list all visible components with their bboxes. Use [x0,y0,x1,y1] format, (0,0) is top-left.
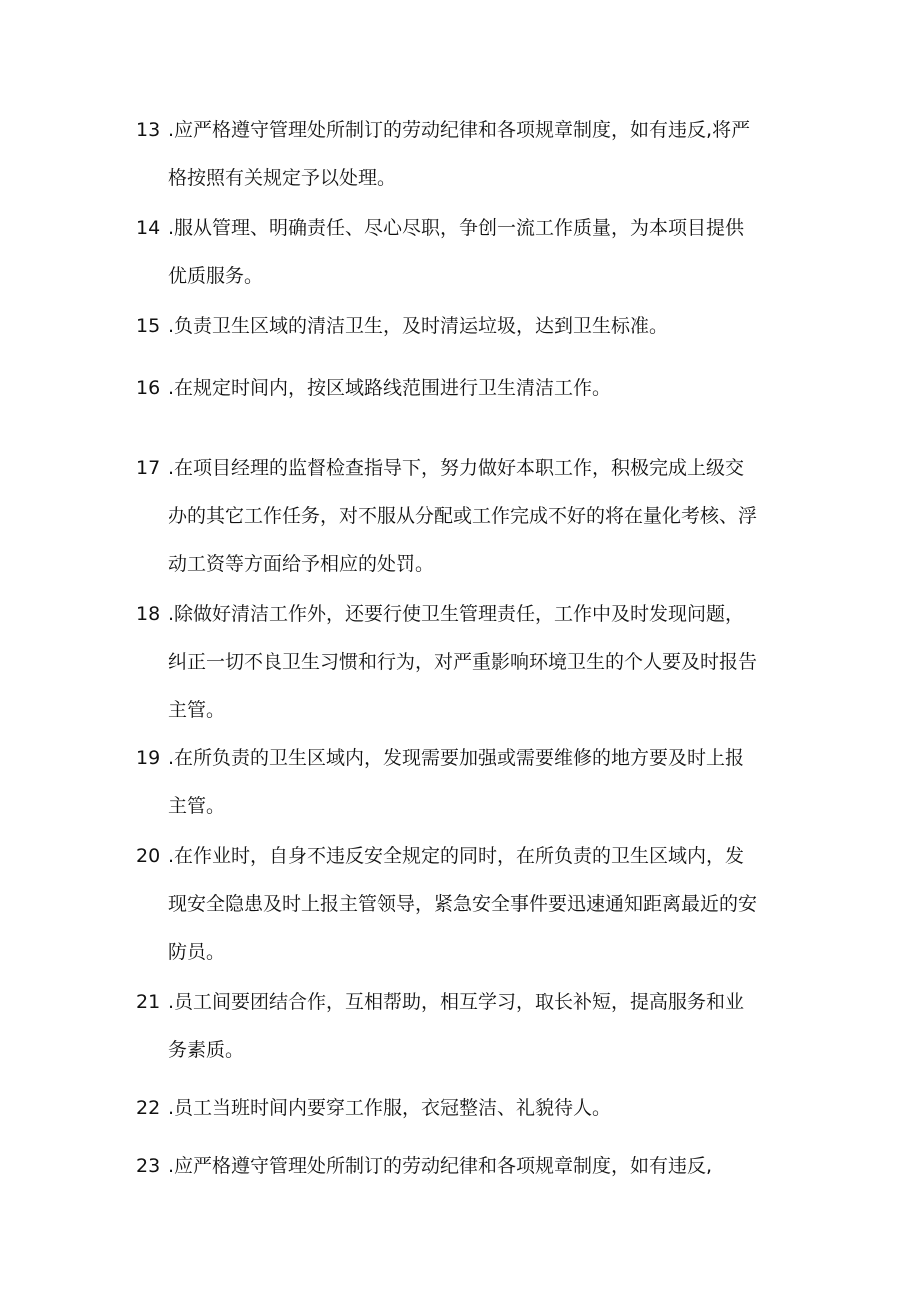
rule-line: 纠正一切不良卫生习惯和行为，对严重影响环境卫生的个人要及时报告 [168,651,758,673]
rule-line: .除做好清洁工作外，还要行使卫生管理责任，工作中及时发现问题， [168,603,745,625]
rule-line: 优质服务。 [168,265,264,287]
rule-line: .在作业时，自身不违反安全规定的同时，在所负责的卫生区域内，发 [168,845,745,867]
rule-line: 动工资等方面给予相应的处罚。 [168,553,435,575]
rule-number: 21 [136,991,161,1013]
rule-line: .在项目经理的监督检查指导下，努力做好本职工作，积极完成上级交 [168,457,745,479]
rule-number: 22 [136,1097,161,1119]
rule-line: 务素质。 [168,1039,245,1061]
rule-item-17 [136,444,806,588]
rule-line: .在规定时间内，按区域路线范围进行卫生清洁工作。 [168,377,612,399]
rule-item-13 [136,106,806,202]
rule-line: .服从管理、明确责任、尽心尽职，争创一流工作质量，为本项目提供 [168,217,745,239]
rule-line: .员工间要团结合作，互相帮助，相互学习，取长补短，提高服务和业 [168,991,745,1013]
rule-item-18 [136,590,806,734]
rule-line: .在所负责的卫生区域内，发现需要加强或需要维修的地方要及时上报 [168,747,745,769]
rule-item-20 [136,832,806,976]
rule-line: 主管。 [168,795,226,817]
rule-line: .员工当班时间内要穿工作服，衣冠整洁、礼貌待人。 [168,1097,612,1119]
rule-line: 办的其它工作任务，对不服从分配或工作完成不好的将在量化考核、浮 [168,505,758,527]
rule-number: 19 [136,747,161,769]
rule-line: 现安全隐患及时上报主管领导，紧急安全事件要迅速通知距离最近的安 [168,893,758,915]
rule-line: 格按照有关规定予以处理。 [168,167,397,189]
rule-line: .应严格遵守管理处所制订的劳动纪律和各项规章制度，如有违反,将严 [168,119,751,141]
rule-item-14 [136,204,806,300]
rule-item-23 [136,1142,806,1190]
rule-number: 17 [136,457,161,479]
rule-number: 14 [136,217,161,239]
rule-number: 23 [136,1155,161,1177]
rule-item-19 [136,734,806,830]
rule-line: .负责卫生区域的清洁卫生，及时清运垃圾，达到卫生标准。 [168,315,669,337]
rule-number: 15 [136,315,161,337]
rule-item-16 [136,364,806,412]
rule-line: 防员。 [168,941,226,963]
rule-line: .应严格遵守管理处所制订的劳动纪律和各项规章制度，如有违反, [168,1155,713,1177]
rule-line: 主管。 [168,699,226,721]
rule-item-22 [136,1084,806,1132]
rule-number: 13 [136,119,161,141]
rule-number: 16 [136,377,161,399]
rule-number: 20 [136,845,161,867]
rule-number: 18 [136,603,161,625]
rule-item-15 [136,302,806,350]
rule-item-21 [136,978,806,1074]
